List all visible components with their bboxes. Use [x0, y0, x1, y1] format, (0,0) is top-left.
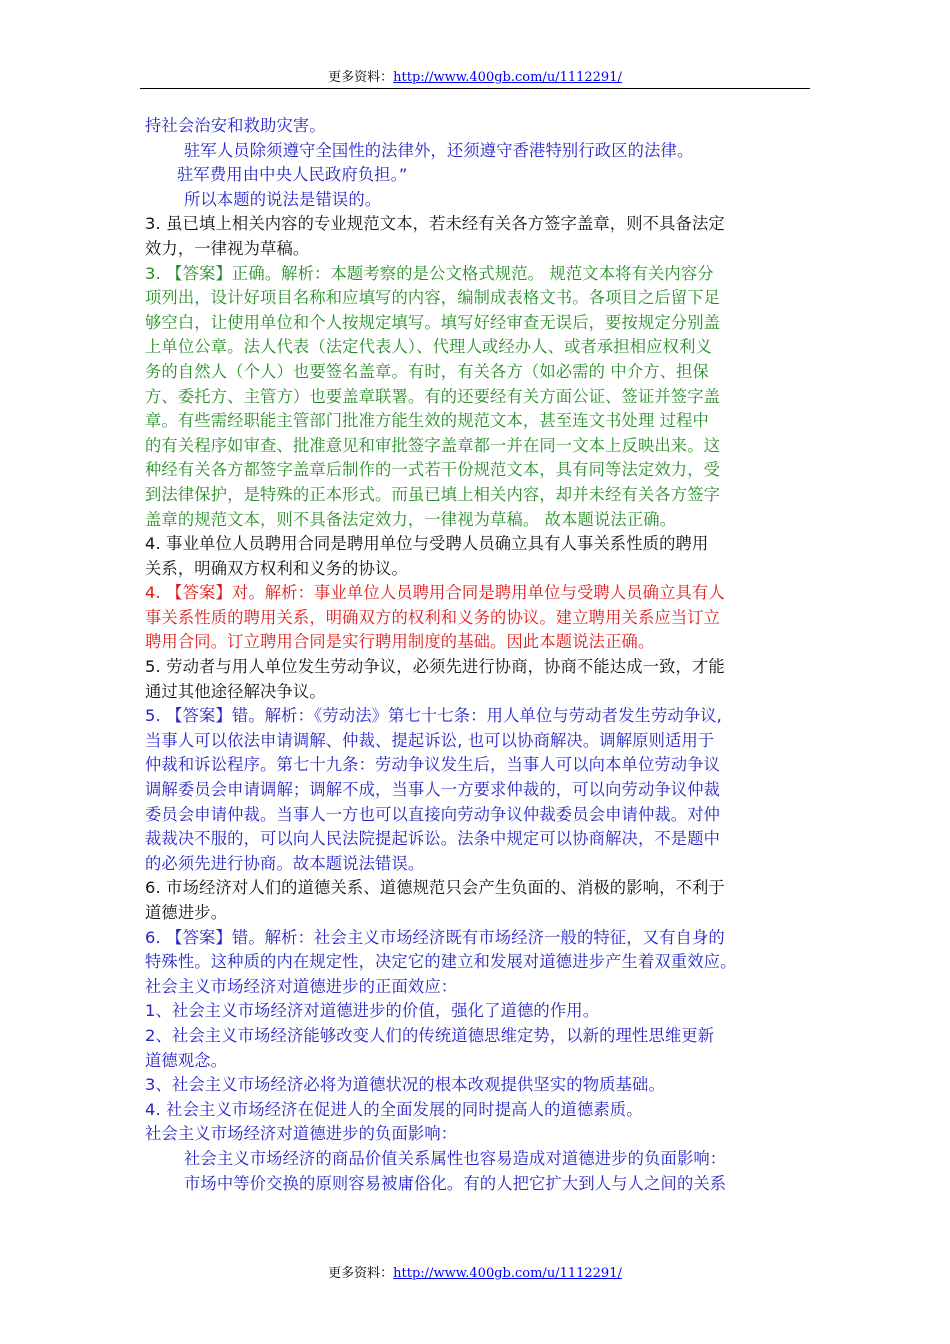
text-line: 方、委托方、主管方）也要盖章联署。有的还要经有关方面公证、签证并签字盖	[145, 386, 721, 406]
text-line: 3、社会主义市场经济必将为道德状况的根本改观提供坚实的物质基础。	[145, 1075, 665, 1095]
text-line: 到法律保护，是特殊的正本形式。而虽已填上相关内容，却并未经有关各方签字	[145, 484, 721, 504]
text-line: 5. 劳动者与用人单位发生劳动争议，必须先进行协商，协商不能达成一致，才能	[145, 657, 725, 677]
page-header	[0, 66, 950, 85]
page-footer	[0, 1262, 950, 1281]
text-line: 特殊性。这种质的内在规定性，决定它的建立和发展对道德进步产生着双重效应。	[145, 952, 737, 972]
text-line: 道德观念。	[145, 1050, 228, 1070]
text-line: 6. 【答案】错。解析：社会主义市场经济既有市场经济一般的特征，又有自身的	[145, 927, 725, 947]
text-line: 委员会申请仲裁。当事人一方也可以直接向劳动争议仲裁委员会申请仲裁。对仲	[145, 804, 721, 824]
text-line: 够空白，让使用单位和个人按规定填写。填写好经审查无误后，要按规定分别盖	[145, 312, 721, 332]
text-line: 盖章的规范文本，则不具备法定效力，一律视为草稿。 故本题说法正确。	[145, 509, 677, 529]
text-line: 所以本题的说法是错误的。	[184, 189, 382, 209]
footer-prefix: 更多资料：	[328, 1266, 394, 1281]
text-line: 关系，明确双方权利和义务的协议。	[145, 558, 408, 578]
text-line: 裁裁决不服的，可以向人民法院提起诉讼。法条中规定可以协商解决，不是题中	[145, 829, 721, 849]
text-line: 持社会治安和救助灾害。	[145, 116, 326, 135]
text-line: 的有关程序如审查、批准意见和审批签字盖章都一并在同一文本上反映出来。这	[145, 435, 721, 455]
text-line: 社会主义市场经济对道德进步的正面效应：	[145, 976, 458, 996]
text-line: 市场中等价交换的原则容易被庸俗化。有的人把它扩大到人与人之间的关系	[184, 1173, 727, 1193]
text-line: 驻军费用由中央人民政府负担。”	[177, 165, 408, 185]
text-line: 效力，一律视为草稿。	[145, 238, 310, 258]
text-line: 4. 事业单位人员聘用合同是聘用单位与受聘人员确立具有人事关系性质的聘用	[145, 534, 709, 554]
footer-link[interactable]: http://www.400gb.com/u/1112291/	[393, 1266, 622, 1281]
text-line: 社会主义市场经济对道德进步的负面影响：	[145, 1124, 458, 1144]
document-body	[145, 114, 810, 1196]
text-line: 种经有关各方都签字盖章后制作的一式若干份规范文本，具有同等法定效力，受	[145, 460, 721, 480]
header-link[interactable]: http://www.400gb.com/u/1112291/	[393, 70, 622, 85]
text-line: 1、社会主义市场经济对道德进步的价值，强化了道德的作用。	[145, 1001, 600, 1021]
text-line: 道德进步。	[145, 903, 228, 922]
text-line: 上单位公章。法人代表（法定代表人）、代理人或经办人、或者承担相应权利义	[145, 337, 712, 357]
text-line: 通过其他途径解决争议。	[145, 681, 326, 701]
text-line: 的必须先进行协商。故本题说法错误。	[145, 853, 425, 873]
text-line: 章。有些需经职能主管部门批准方能生效的规范文本，甚至连文书处理 过程中	[145, 411, 709, 431]
text-line: 3. 【答案】正确。解析：本题考察的是公文格式规范。 规范文本将有关内容分	[145, 263, 714, 283]
text-line: 4. 社会主义市场经济在促进人的全面发展的同时提高人的道德素质。	[145, 1099, 643, 1119]
text-line: 事关系性质的聘用关系，明确双方的权利和义务的协议。建立聘用关系应当订立	[145, 607, 721, 627]
text-line: 驻军人员除须遵守全国性的法律外，还须遵守香港特别行政区的法律。	[184, 140, 694, 160]
text-line: 2、社会主义市场经济能够改变人们的传统道德思维定势，以新的理性思维更新	[145, 1025, 715, 1045]
text-line: 当事人可以依法申请调解、仲裁、提起诉讼, 也可以协商解决。调解原则适用于	[145, 730, 715, 750]
text-line: 务的自然人（个人）也要签名盖章。有时，有关各方（如必需的 中介方、担保	[145, 361, 709, 381]
text-line: 5. 【答案】错。解析：《劳动法》第七十七条：用人单位与劳动者发生劳动争议,	[145, 706, 723, 726]
text-line: 社会主义市场经济的商品价值关系属性也容易造成对道德进步的负面影响：	[184, 1148, 727, 1168]
text-line: 调解委员会申请调解；调解不成，当事人一方要求仲裁的，可以向劳动争议仲裁	[145, 780, 721, 800]
header-divider	[140, 88, 810, 89]
text-line: 4. 【答案】对。解析：事业单位人员聘用合同是聘用单位与受聘人员确立具有人	[145, 583, 725, 603]
header-prefix: 更多资料：	[328, 70, 394, 85]
text-line: 6. 市场经济对人们的道德关系、道德规范只会产生负面的、消极的影响，不利于	[145, 878, 725, 898]
text-line: 聘用合同。订立聘用合同是实行聘用制度的基础。因此本题说法正确。	[145, 632, 655, 652]
text-line: 仲裁和诉讼程序。第七十九条：劳动争议发生后，当事人可以向本单位劳动争议	[145, 755, 721, 775]
text-line: 项列出，设计好项目名称和应填写的内容，编制成表格文书。各项目之后留下足	[145, 288, 721, 308]
text-line: 3. 虽已填上相关内容的专业规范文本，若未经有关各方签字盖章，则不具备法定	[145, 214, 725, 234]
